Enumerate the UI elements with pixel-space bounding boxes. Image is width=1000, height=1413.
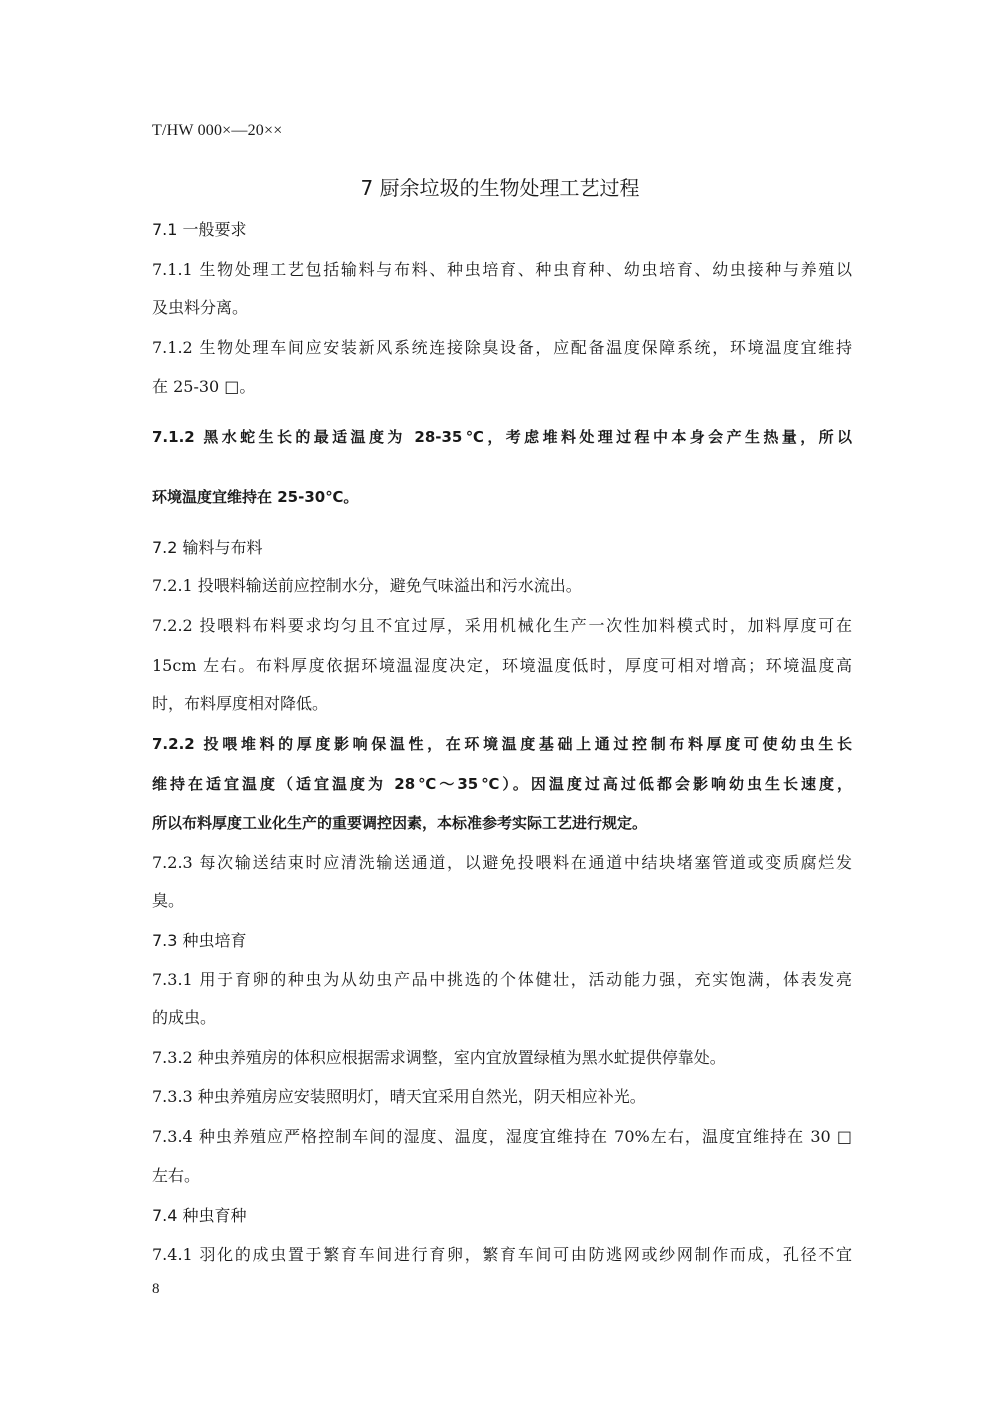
paragraph-line: 左右。 xyxy=(152,1166,201,1185)
bold-note-line: 7.1.2 黑水蛇生长的最适温度为 28-35℃，考虑堆料处理过程中本身会产生热量，所以 xyxy=(152,428,852,446)
paragraph-line: 7.1.2 生物处理车间应安装新风系统连接除臭设备，应配备温度保障系统，环境温度宜维持 xyxy=(152,338,852,357)
paragraph-line: 15cm 左右。布料厚度依据环境温湿度决定，环境温度低时，厚度可相对增高；环境温度高 xyxy=(152,656,852,675)
paragraph-line: 7.3.1 用于育卵的种虫为从幼虫产品中挑选的个体健壮，活动能力强，充实饱满，体表发亮 xyxy=(152,970,852,989)
section-heading: 7.2 输料与布料 xyxy=(152,538,263,557)
paragraph-line: 7.1.1 生物处理工艺包括输料与布料、种虫培育、种虫育种、幼虫培育、幼虫接种与养殖以 xyxy=(152,260,852,279)
bold-note-line: 环境温度宜维持在 25-30℃。 xyxy=(152,488,359,506)
paragraph-line: 及虫料分离。 xyxy=(152,298,249,317)
chapter-title: 7 厨余垃圾的生物处理工艺过程 xyxy=(360,176,640,200)
bold-note-line: 维持在适宜温度（适宜温度为 28℃～35℃）。因温度过高过低都会影响幼虫生长速度， xyxy=(152,775,852,793)
bold-note-line: 所以布料厚度工业化生产的重要调控因素，本标准参考实际工艺进行规定。 xyxy=(152,814,648,832)
paragraph-line: 7.3.4 种虫养殖应严格控制车间的湿度、温度，湿度宜维持在 70%左右，温度宜维持在 30 □ xyxy=(152,1127,852,1146)
paragraph-line: 7.2.1 投喂料输送前应控制水分，避免气味溢出和污水流出。 xyxy=(152,576,582,595)
paragraph-line: 7.4.1 羽化的成虫置于繁育车间进行育卵，繁育车间可由防逃网或纱网制作而成，孔径不宜 xyxy=(152,1245,852,1264)
paragraph-line: 时，布料厚度相对降低。 xyxy=(152,694,329,713)
paragraph-line: 在 25-30 □。 xyxy=(152,377,256,396)
paragraph-line: 7.2.2 投喂料布料要求均匀且不宜过厚，采用机械化生产一次性加料模式时，加料厚度可在 xyxy=(152,616,852,635)
bold-note-line: 7.2.2 投喂堆料的厚度影响保温性，在环境温度基础上通过控制布料厚度可使幼虫生长 xyxy=(152,735,852,753)
standard-code: T/HW 000×—20×× xyxy=(152,122,283,139)
paragraph-line: 臭。 xyxy=(152,891,185,910)
paragraph-line: 7.3.3 种虫养殖房应安装照明灯，晴天宜采用自然光，阴天相应补光。 xyxy=(152,1087,646,1106)
paragraph-line: 7.2.3 每次输送结束时应清洗输送通道，以避免投喂料在通道中结块堵塞管道或变质腐烂发 xyxy=(152,853,852,872)
paragraph-line: 7.3.2 种虫养殖房的体积应根据需求调整，室内宜放置绿植为黑水虻提供停靠处。 xyxy=(152,1048,726,1067)
section-heading: 7.1 一般要求 xyxy=(152,220,247,239)
section-heading: 7.3 种虫培育 xyxy=(152,931,247,950)
section-heading: 7.4 种虫育种 xyxy=(152,1206,247,1225)
paragraph-line: 的成虫。 xyxy=(152,1008,217,1027)
page-number: 8 xyxy=(152,1281,160,1297)
